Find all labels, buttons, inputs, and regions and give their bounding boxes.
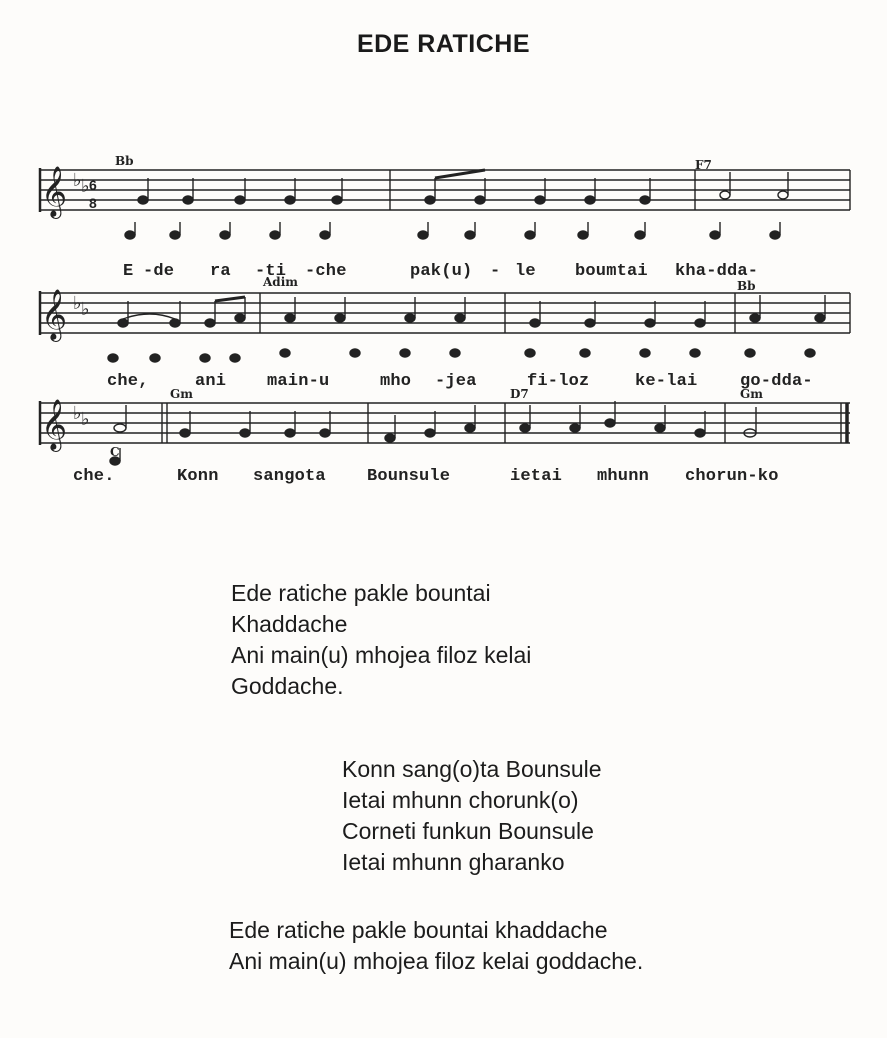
lyric-syllable: -de <box>143 262 175 281</box>
chord-symbol: D7 <box>510 387 529 401</box>
treble-clef-icon: 𝄞 <box>41 399 68 450</box>
lyric-syllable: mhunn <box>597 467 650 486</box>
chord-symbol: Bb <box>115 154 134 168</box>
verse-line: Goddache. <box>231 673 344 699</box>
lyric-syllable: che, <box>107 372 149 391</box>
verse-1 <box>231 578 531 702</box>
flat-icon: ♭ <box>81 299 90 319</box>
lyric-syllable: main-u <box>267 372 330 391</box>
lyric-syllable: pak(u) <box>410 262 473 281</box>
staff-1 <box>35 160 855 226</box>
chord-symbol: Adim <box>263 275 298 289</box>
staff-2 <box>35 283 855 349</box>
verse-line: Ietai mhunn chorunk(o) <box>342 787 579 813</box>
lyric-syllable: -jea <box>435 372 477 391</box>
lyric-syllable: Bounsule <box>367 467 451 486</box>
time-signature: 8 <box>89 195 97 211</box>
chord-symbol: Gm <box>740 387 763 401</box>
chord-symbol: C <box>110 445 120 459</box>
staff-system-2 <box>35 275 855 349</box>
verse-line: Ani main(u) mhojea filoz kelai goddache. <box>229 948 644 974</box>
lyric-syllable: Konn <box>177 467 219 486</box>
lyric-syllable: ani <box>195 372 227 391</box>
staff-system-1 <box>35 154 855 226</box>
flat-icon: ♭ <box>81 409 90 429</box>
lyric-syllable: che. <box>73 467 115 486</box>
lyric-syllable: ietai <box>510 467 563 486</box>
verse-line: Ede ratiche pakle bountai khaddache <box>229 917 608 943</box>
treble-clef-icon: 𝄞 <box>41 289 68 340</box>
lyric-syllable: kha-dda- <box>675 262 759 281</box>
verse-line: Corneti funkun Bounsule <box>342 818 594 844</box>
verse-3 <box>229 915 643 977</box>
time-signature: 6 <box>89 177 97 193</box>
verse-line: Ede ratiche pakle bountai <box>231 580 491 606</box>
lyric-syllable: ra <box>210 262 231 281</box>
flat-icon: ♭ <box>73 170 82 190</box>
lyric-syllable: -ti <box>255 262 287 281</box>
verse-line: Khaddache <box>231 611 348 637</box>
verse-2 <box>342 754 602 878</box>
lyric-syllable: ke-lai <box>635 372 698 391</box>
lyric-syllable: go-dda- <box>740 372 813 391</box>
flat-icon: ♭ <box>73 403 82 423</box>
treble-clef-icon: 𝄞 <box>41 166 68 217</box>
lyric-syllable: - <box>490 262 501 281</box>
staff-3 <box>35 393 855 459</box>
verse-line: Ani main(u) mhojea filoz kelai <box>231 642 532 668</box>
song-title: EDE RATICHE <box>356 30 531 58</box>
staff-system-3 <box>35 387 855 459</box>
lyric-syllable: chorun-ko <box>685 467 779 486</box>
chord-symbol: F7 <box>695 158 712 172</box>
verse-line: Konn sang(o)ta Bounsule <box>342 756 602 782</box>
lyric-syllable: mho <box>380 372 412 391</box>
lyric-syllable: E <box>123 262 134 281</box>
lyric-syllable: sangota <box>253 467 326 486</box>
lyric-syllable: le <box>515 262 536 281</box>
flat-icon: ♭ <box>81 176 90 196</box>
chord-symbol: Bb <box>737 279 756 293</box>
lyric-syllable: boumtai <box>575 262 648 281</box>
verse-line: Ietai mhunn gharanko <box>342 849 565 875</box>
chord-symbol: Gm <box>170 387 193 401</box>
lyric-syllable: -che <box>305 262 347 281</box>
lyric-syllable: fi-loz <box>527 372 590 391</box>
flat-icon: ♭ <box>73 293 82 313</box>
